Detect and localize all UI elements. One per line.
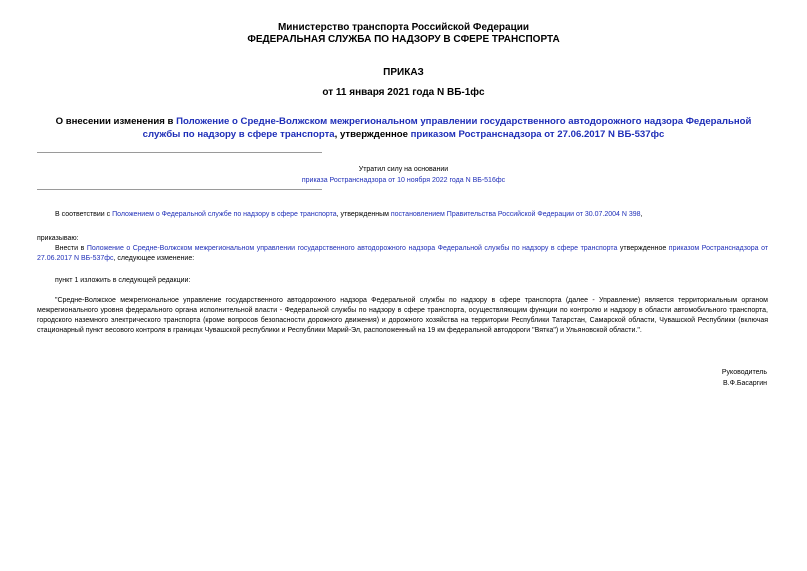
p3-text-a: Внести в	[55, 245, 87, 252]
title-link-prikaz[interactable]: приказом Ространснадзора от 27.06.2017 N ВБ-537фс	[410, 129, 665, 140]
ministry-name: Министерство транспорта Российской Федерации	[277, 22, 530, 33]
p1-text-c: ,	[640, 211, 643, 218]
p1-link-polozhenie-fs[interactable]: Положением о Федеральной службе по надзору в сфере транспорта	[112, 211, 337, 218]
document-title	[40, 115, 767, 141]
p1-link-postanovlenie[interactable]: постановлением Правительства Российской Федерации от 30.07.2004 N 398	[390, 211, 641, 218]
p1-text-b: , утвержденным	[336, 211, 391, 218]
document-date-number: от 11 января 2021 года N ВБ-1фс	[322, 87, 485, 98]
paragraph-new-text: "Средне-Волжское межрегиональное управление государственного автодорожного надзора Федеральной службы по надзору в сфере транспорта (далее - Управление) является территориальным органом межрегионального уровня федерального органа исполнительной власти - Федеральной службы по надзору в сфере транспорта, осуществляющим функции по контролю и надзору в области автомобильного транспорта, городского наземного электрического транспорта (кроме вопросов безопасности дорожного движения) и дорожного хозяйства на территории Республики Татарстан, Самарской области, Чувашской Республики (включая стационарный пункт весового контроля в границах Чувашской республики и Республики Марий-Эл, расположенный на 19 км федеральной автодороги "Вятка") и Ульяновской области.".	[37, 297, 768, 334]
service-name: ФЕДЕРАЛЬНАЯ СЛУЖБА ПО НАДЗОРУ В СФЕРЕ ТРАНСПОРТА	[247, 34, 560, 45]
p3-text-c: , следующее изменение:	[113, 255, 195, 262]
paragraph-point-1: пункт 1 изложить в следующей редакции:	[55, 277, 191, 284]
status-note-link[interactable]: приказа Ространснадзора от 10 ноября 2022 года N ВБ-516фс	[301, 177, 506, 184]
paragraph-amendment	[37, 244, 768, 264]
paragraph-basis	[37, 210, 768, 220]
p3-link-prikaz[interactable]: приказом Ространснадзора от 27.06.2017 N ВБ-537фс	[37, 245, 769, 262]
status-note-line1: Утратил силу на основании	[358, 166, 449, 173]
title-link-polozhenie[interactable]: Положение о Средне-Волжском межрегиональном управлении государственного автодорожного надзора Федеральной службы по надзору в сфере транспорта	[142, 116, 752, 140]
divider-bottom	[37, 189, 322, 190]
p1-text-a: В соответствии с	[55, 211, 113, 218]
signature-role: Руководитель	[721, 369, 767, 376]
p3-link-polozhenie[interactable]: Положение о Средне-Волжском межрегиональном управлении государственного автодорожного надзора Федеральной службы по надзору в сфере транспорта	[86, 245, 618, 252]
signature-name: В.Ф.Басаргин	[723, 380, 767, 387]
p3-text-b: утвержденное	[617, 245, 669, 252]
paragraph-order: приказываю:	[37, 235, 79, 242]
divider-top	[37, 152, 322, 153]
document-type: ПРИКАЗ	[383, 67, 424, 78]
title-prefix: О внесении изменения в	[55, 116, 177, 127]
title-middle: , утвержденное	[334, 129, 411, 140]
